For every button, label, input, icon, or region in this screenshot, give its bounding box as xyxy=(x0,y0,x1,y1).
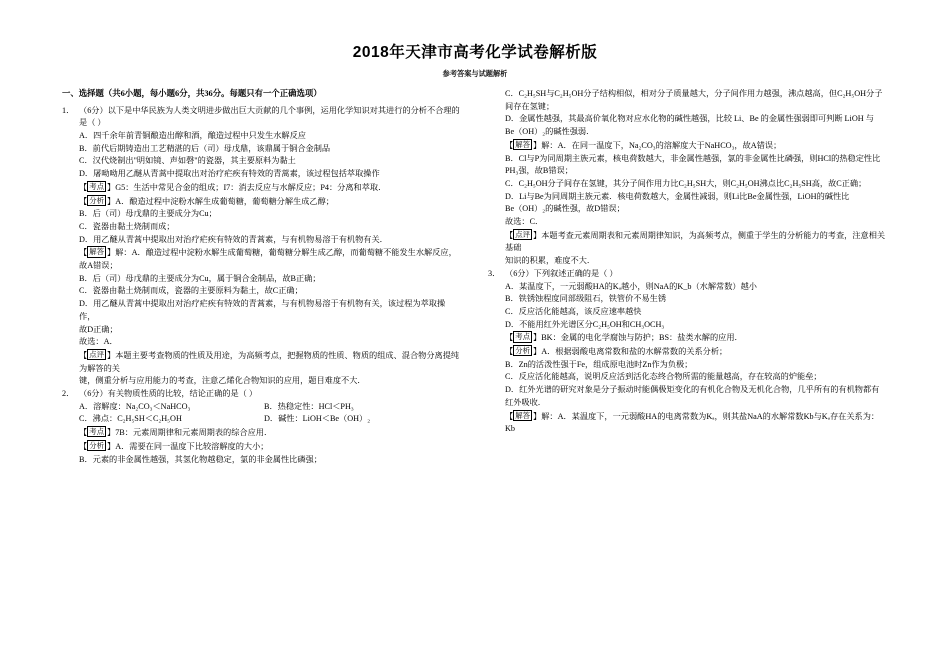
question-3 xyxy=(488,268,886,281)
page-subtitle: 参考答案与试题解析 xyxy=(442,70,508,78)
kaodian-tag: 考点 xyxy=(515,332,530,342)
question-2-dianping-line-2: 知识的积累，难度不大． xyxy=(505,256,596,266)
question-2-options-row-1 xyxy=(62,401,460,414)
question-3-fenxi-line-2: B．Zn的活泼性强于Fe，组成原电池时Zn作为负极； xyxy=(505,359,693,369)
question-2-dianping-line-1: 本题考查元素周期表和元素周期律知识，为高频考点，侧重于学生的分析能力的考查，注意相关基础 xyxy=(505,230,886,253)
question-3-fenxi-line-5: 红外吸收． xyxy=(505,397,546,407)
question-3-kaodian: 【 考点 】BK：金属的电化学腐蚀与防护；BS：盐类水解的应用． xyxy=(505,332,743,343)
question-1-option-a: A．四千余年前青铜酿造出醇和酒，酿造过程中只发生水解反应 xyxy=(79,131,306,141)
question-2-dianping: 【 点评 】本题考查元素周期表和元素周期律知识，为高频考点，侧重于学生的分析能力的考查，注意相关基础 xyxy=(505,229,886,253)
question-1-dianping: 【 点评 】本题主要考查物质的性质及用途，为高频考点，把握物质的性质、物质的组成、混合物分离提纯为解答的关 xyxy=(79,349,460,373)
right-column xyxy=(488,88,886,436)
kaodian-tag: 考点 xyxy=(89,181,104,191)
question-2-fenxi: 【 分析 】A．需要在同一温度下比较溶解度的大小； xyxy=(79,440,269,451)
question-1-option-c: C．汉代烧制出"明如镜、声如磬"的瓷器，其主要原料为黏土 xyxy=(79,156,296,166)
question-2-cont-line-4: Be（OH）₂的碱性强弱． xyxy=(505,127,595,137)
question-1-kaodian-text: G5：生活中常见合金的组成；I7：消去反应与水解反应；P4：分离和萃取． xyxy=(115,182,387,192)
question-2-cont-line-3: D．金属性越强，其最高价氧化物对应水化物的碱性越强，比较 Li、Be 的金属性强弱即可判断 LiOH 与 xyxy=(505,114,874,124)
question-1-jieda-line-4: D．用乙醚从青蒿中提取出对治疗疟疾有特效的青蒿素，与有机物易溶于有机物有关，该过程为萃取操作， xyxy=(79,299,446,321)
dianping-tag: 点评 xyxy=(89,349,104,359)
question-1-option-b: B．前代后期铸造出工艺精湛的后（司）母戊鼎，该鼎属于铜合金制品 xyxy=(79,143,331,153)
question-2-jieda-line-5: D．Li与Be为同周期主族元素．核电荷数越大，金属性减弱，则Li比Be金属性强，LiOH的碱性比 xyxy=(505,191,850,201)
question-3-kaodian-text: BK：金属的电化学腐蚀与防护；BS：盐类水解的应用． xyxy=(541,333,743,343)
fenxi-tag: 分析 xyxy=(89,440,104,450)
left-column xyxy=(62,88,460,466)
question-3-stem: （6分）下列叙述正确的是（ ） xyxy=(505,268,618,278)
page-title: 2018年天津市高考化学试卷解析版 xyxy=(352,44,598,61)
jieda-tag: 解答 xyxy=(515,410,530,420)
question-1-jieda-line-2: B．后（司）母戊鼎的主要成分为Cu，属于铜合金制品，故B正确； xyxy=(79,273,321,283)
question-2-number: 2． xyxy=(62,389,75,399)
question-2-options-row-2 xyxy=(62,413,460,426)
question-3-number: 3． xyxy=(488,268,501,278)
question-1-fenxi-line-1: A．酿造过程中淀粉水解生成葡萄糖，葡萄糖分解生成乙醇； xyxy=(115,196,334,206)
fenxi-tag: 分析 xyxy=(515,346,530,356)
question-1-stem-cont: 是（ ） xyxy=(79,118,106,128)
question-2-jieda-line-6: Be（OH）₂的碱性强，故D错误； xyxy=(505,204,625,214)
question-1-jieda-line-6: 故选：A． xyxy=(79,337,118,347)
question-1-dianping-line-1: 本题主要考查物质的性质及用途，为高频考点，把握物质的性质、物质的组成、混合物分离提纯为解答的关 xyxy=(79,350,460,373)
question-3-jieda-line-1: 解：A．某温度下，一元弱酸HA的电离常数为Kₐ，则其盐NaA的水解常数Kb与Kₐ存在关系为：Kb xyxy=(505,411,880,434)
question-3-option-c: C．反应活化能越高，该反应速率越快 xyxy=(505,306,642,316)
question-3-fenxi-line-4: D．红外光谱的研究对象是分子振动时能偶极矩变化的有机化合物及无机化合物，几乎所有的有机物都有 xyxy=(505,385,880,395)
question-3-option-a: A．某温度下，一元弱酸HA的Kₐ越小，则NaA的K_b（水解常数）越小 xyxy=(505,281,757,291)
question-2-jieda-line-3: PH₃强，故B错误； xyxy=(505,166,573,176)
question-2-cont-line-1: C．C₂H₅SH与C₂H₅OH分子结构相似，相对分子质量越大，分子间作用力越强，沸点越高，但C₂H₅OH分子 xyxy=(505,89,883,98)
question-2-kaodian-text: 7B：元素周期律和元素周期表的综合应用． xyxy=(115,428,273,438)
section-heading: 一、选择题（共6小题，每小题6分，共36分。每题只有一个正确选项） xyxy=(62,89,322,98)
question-2-jieda-line-4: C．C₂H₅OH分子间存在氢键，其分子间作用力比C₂H₅SH大，则C₂H₅OH沸点比C₂H₅SH高，故C正确； xyxy=(505,178,867,188)
question-1-fenxi-line-3: C．瓷器由黏土烧制而成； xyxy=(79,221,175,231)
two-column-body xyxy=(62,88,888,466)
question-1-dianping-line-2: 键，侧重分析与应用能力的考查，注意乙烯化合物知识的应用，题目难度不大． xyxy=(79,376,366,386)
question-2-option-d: D．碱性：LiOH＜Be（OH）₂ xyxy=(264,414,371,424)
question-2-jieda-line-2: B．Cl与P为同周期主族元素，核电荷数越大，非金属性越强，氯的非金属性比磷强，则HCl的热稳定性比 xyxy=(505,153,881,163)
question-1-option-d: D．屠呦呦用乙醚从青蒿中提取出对治疗疟疾有特效的青蒿素，该过程包括萃取操作 xyxy=(79,169,380,179)
question-1-stem: （6分）以下是中华民族为人类文明进步做出巨大贡献的几个事例，运用化学知识对其进行的分析不合理的 xyxy=(79,105,460,115)
jieda-tag: 解答 xyxy=(89,247,104,257)
question-3-option-b: B．铁锈蚀程度同部级阻石，铁管价不易生锈 xyxy=(505,294,667,304)
question-2-cont-line-2: 间存在氢键； xyxy=(505,101,555,111)
question-3-fenxi-line-1: A．根据弱酸电离常数和盐的水解常数的关系分析； xyxy=(541,347,728,357)
question-1-fenxi: 【 分析 】A．酿造过程中淀粉水解生成葡萄糖，葡萄糖分解生成乙醇； xyxy=(79,195,334,206)
question-2-jieda-line-7: 故选：C． xyxy=(505,217,544,227)
question-2-fenxi-line-2: B．元素的非金属性越强，其氢化物越稳定，氯的非金属性比磷强； xyxy=(79,454,322,464)
jieda-tag: 解答 xyxy=(515,139,530,149)
question-1-fenxi-line-4: D．用乙醚从青蒿中提取出对治疗疟疾有特效的青蒿素，与有机物易溶于有机物有关． xyxy=(79,234,388,244)
kaodian-tag: 考点 xyxy=(89,427,104,437)
question-3-option-d: D．不能用红外光谱区分C₂H₅OH和CH₃OCH₃ xyxy=(505,319,665,329)
question-1-jieda: 【 解答 】解：A．酿造过程中淀粉水解生成葡萄糖，葡萄糖分解生成乙醇，而葡萄糖不能发生水解反应，故A错误； xyxy=(79,247,457,271)
question-1-jieda-line-5: 故D正确； xyxy=(79,324,118,334)
question-2-stem: （6分）有关物质性质的比较，结论正确的是（ ） xyxy=(79,389,258,399)
question-2-option-a: A．溶解度：Na₂CO₃＜NaHCO₃ xyxy=(79,401,191,411)
question-2-kaodian: 【 考点 】7B：元素周期律和元素周期表的综合应用． xyxy=(79,427,273,438)
question-2-jieda: 【 解答 】解：A．在同一温度下，Na₂CO₃的溶解度大于NaHCO₃，故A错误； xyxy=(505,139,782,150)
question-3-jieda: 【 解答 】解：A．某温度下，一元弱酸HA的电离常数为Kₐ，则其盐NaA的水解常数Kb与Kₐ存在关系为：Kb xyxy=(505,410,880,434)
dianping-tag: 点评 xyxy=(515,229,530,239)
question-2 xyxy=(62,388,460,401)
question-1 xyxy=(62,105,460,118)
question-1-number: 1． xyxy=(62,105,75,115)
question-1-jieda-line-3: C．瓷器由黏土烧制而成，瓷器的主要原料为黏土，故C正确； xyxy=(79,286,303,296)
question-2-jieda-line-1: 解：A．在同一温度下，Na₂CO₃的溶解度大于NaHCO₃，故A错误； xyxy=(541,140,782,150)
fenxi-tag: 分析 xyxy=(89,195,104,205)
question-1-kaodian: 【 考点 】G5：生活中常见合金的组成；I7：消去反应与水解反应；P4：分离和萃取． xyxy=(79,181,387,192)
question-3-fenxi-line-3: C．反应活化能越高，说明反应活到活化态终合物所需的能量越高，存在较高的炉能垒； xyxy=(505,372,822,382)
question-2-fenxi-line-1: A．需要在同一温度下比较溶解度的大小； xyxy=(115,441,269,451)
question-2-option-c: C．沸点：C₂H₅SH＜C₂H₅OH xyxy=(79,414,182,424)
question-1-fenxi-line-2: B．后（司）母戊鼎的主要成分为Cu； xyxy=(79,209,217,219)
question-1-jieda-line-1: 解：A．酿造过程中淀粉水解生成葡萄糖，葡萄糖分解生成乙醇，而葡萄糖不能发生水解反应，故A错误； xyxy=(79,248,457,271)
question-3-fenxi: 【 分析 】A．根据弱酸电离常数和盐的水解常数的关系分析； xyxy=(505,346,728,357)
question-2-option-b: B．热稳定性：HCl＜PH₃ xyxy=(264,401,354,411)
